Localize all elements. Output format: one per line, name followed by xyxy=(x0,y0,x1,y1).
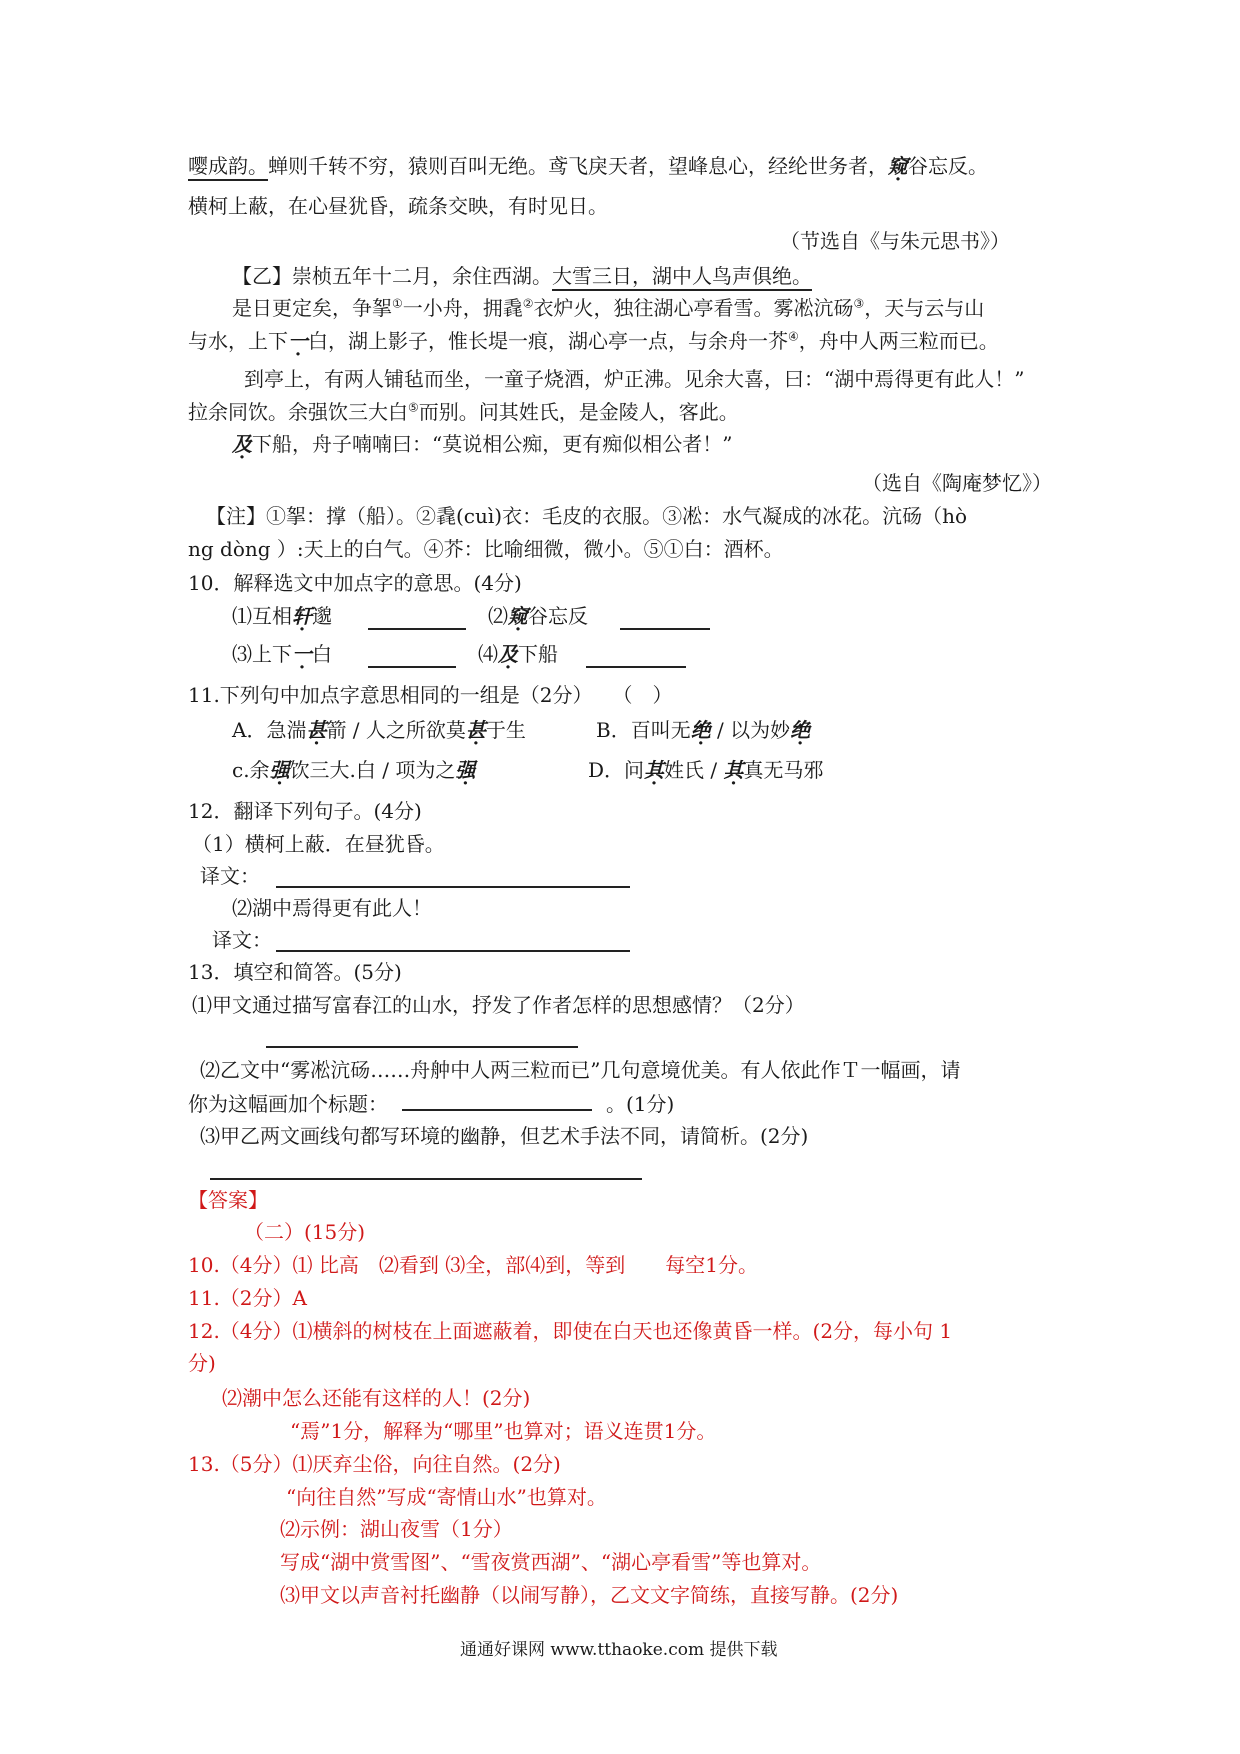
q10-item-1: ⑴互相轩邈 xyxy=(232,604,332,628)
answer-12-line-2: 分) xyxy=(188,1351,216,1375)
passage-b-para-1: 是日更定矣，争挐①一小舟，拥毳②衣炉火，独往湖心亭看雪。雾凇沆砀③，天与云与山 xyxy=(232,296,985,320)
q11-stem: 11.下列句中加点字意思相同的一组是（2分） （ ） xyxy=(188,683,673,707)
q12-sentence-1: （1）横柯上蔽．在昼犹昏。 xyxy=(192,832,445,856)
passage-a-source: （节选自《与朱元思书》） xyxy=(780,229,1010,253)
dotted-char: 一 xyxy=(288,329,308,353)
q13-sub-3: ⑶甲乙两文画线句都写环境的幽静，但艺术手法不同，请简析。(2分) xyxy=(200,1124,809,1148)
passage-b-para-2-cont: 拉余同饮。余强饮三大白⑤而别。问其姓氏，是金陵人，客此。 xyxy=(188,400,739,424)
answer-13-line-5: ⑶甲文以声音衬托幽静（以闹写静），乙文文字简练，直接写静。(2分) xyxy=(280,1583,899,1607)
answer-13-line-4: 写成“湖中赏雪图”、“雪夜赏西湖”、“湖心亭看雪”等也算对。 xyxy=(280,1550,822,1574)
dotted-char: 及 xyxy=(232,432,252,456)
q12-sentence-2: ⑵湖中焉得更有此人！ xyxy=(232,896,432,920)
passage-a-line-2: 横柯上蔽，在心昼犹昏，疏条交映，有时见日。 xyxy=(188,194,608,218)
dotted-char: 甚 xyxy=(465,718,486,742)
dotted-char: 其 xyxy=(644,758,665,782)
underlined-sentence-a: 嘤成韵。 xyxy=(188,154,268,181)
answer-section: （二）(15分) xyxy=(244,1220,366,1244)
q13-sub-2: ⑵乙文中“雾凇沆砀……舟舯中人两三粒而已”几句意境优美。有人依此作Ｔ一幅画，请 xyxy=(200,1058,961,1082)
q10-answer-blank-2[interactable] xyxy=(620,608,710,630)
q12-label-1: 译文： xyxy=(200,864,260,888)
q10-answer-blank-1[interactable] xyxy=(368,608,466,630)
passage-b-source: （选自《陶庵梦忆》） xyxy=(862,471,1052,495)
q10-answer-blank-3[interactable] xyxy=(368,646,456,668)
dotted-char: 强 xyxy=(455,758,476,782)
answer-12-line-3: ⑵潮中怎么还能有这样的人！(2分) xyxy=(222,1386,531,1410)
dotted-char: 绝 xyxy=(690,718,711,742)
q13-sub-1: ⑴甲文通过描写富春江的山水，抒发了作者怎样的思想感情？（2分） xyxy=(192,993,805,1017)
answer-13-line-1: 13.（5分）⑴厌弃尘俗，向往自然。(2分) xyxy=(188,1452,561,1476)
q12-answer-blank-1[interactable] xyxy=(276,866,630,888)
q10-item-3: ⑶上下一白 xyxy=(232,642,332,666)
q13-answer-blank-2[interactable] xyxy=(402,1089,592,1111)
dotted-char: 甚 xyxy=(306,718,327,742)
passage-b-para-3: 及下船，舟子喃喃曰：“莫说相公痴，更有痴似相公者！” xyxy=(232,432,733,456)
q12-answer-blank-2[interactable] xyxy=(276,930,630,952)
passage-b-para-1-cont: 与水，上下一白，湖上影子，惟长堤一痕，湖心亭一点，与余舟一芥④，舟中人两三粒而已。 xyxy=(188,329,999,353)
q12-stem: 12．翻译下列句子。(4分) xyxy=(188,799,422,823)
dotted-char: 及 xyxy=(498,642,518,666)
q11-option-c[interactable]: c.余强饮三大.白 / 项为之强 xyxy=(232,758,476,782)
q11-option-b[interactable]: B．百叫无绝 / 以为妙绝 xyxy=(596,718,811,742)
q13-answer-blank-1[interactable] xyxy=(266,1026,578,1048)
q11-option-a[interactable]: A．急湍甚箭 / 人之所欲莫甚于生 xyxy=(232,718,526,742)
dotted-char: 一 xyxy=(292,642,312,666)
passage-b-para-2: 到亭上，有两人铺毡而坐，一童子烧酒，炉正沸。见余大喜，曰：“湖中焉得更有此人！” xyxy=(244,367,1025,391)
dotted-char: 窥 xyxy=(508,604,528,628)
answer-11: 11.（2分）A xyxy=(188,1286,307,1310)
answer-10: 10.（4分）⑴ 比高 ⑵看到 ⑶全，部⑷到，等到 每空1分。 xyxy=(188,1253,758,1277)
answer-title: 【答案】 xyxy=(188,1188,268,1212)
q10-item-4: ⑷及下船 xyxy=(478,642,558,666)
answer-12-line-4: “焉”1分，解释为“哪里”也算对；语义连贯1分。 xyxy=(290,1419,717,1443)
q10-item-2: ⑵窥谷忘反 xyxy=(488,604,588,628)
answer-13-line-2: “向往自然”写成“寄情山水”也算对。 xyxy=(286,1485,607,1509)
q13-sub-2-cont: 你为这幅画加个标题： 。(1分) xyxy=(188,1089,674,1118)
q11-option-d[interactable]: D．问其姓氏 / 其真无马邪 xyxy=(588,758,824,782)
dotted-char: 其 xyxy=(723,758,744,782)
dotted-char: 窥 xyxy=(888,154,908,178)
q10-stem: 10．解释选文中加点字的意思。(4分) xyxy=(188,571,522,595)
note-line-2: ng dòng ）:天上的白气。④芥：比喻细微，微小。⑤①白：酒杯。 xyxy=(188,537,784,561)
dotted-char: 绝 xyxy=(790,718,811,742)
passage-a-line-1: 嘤成韵。蝉则千转不穷，猿则百叫无绝。鸢飞戾天者，望峰息心，经纶世务者，窥谷忘反。 xyxy=(188,152,988,180)
q13-answer-blank-3[interactable] xyxy=(210,1158,642,1180)
passage-b-intro: 【乙】崇桢五年十二月，余住西湖。大雪三日，湖中人鸟声俱绝。 xyxy=(232,262,812,290)
q12-label-2: 译文： xyxy=(212,928,272,952)
dotted-char: 强 xyxy=(269,758,290,782)
dotted-char: 轩 xyxy=(292,604,312,628)
answer-12-line-1: 12.（4分）⑴横斜的树枝在上面遮蔽着，即使在白天也还像黄昏一样。(2分，每小句 1 xyxy=(188,1319,953,1343)
q13-stem: 13．填空和简答。(5分) xyxy=(188,960,402,984)
underlined-sentence-b: 大雪三日，湖中人鸟声俱绝。 xyxy=(552,264,812,291)
page-footer: 通通好课网 www.tthaoke.com 提供下载 xyxy=(460,1640,778,1660)
q10-answer-blank-4[interactable] xyxy=(586,646,686,668)
note-line-1: 【注】①挐：撑（船）。②毳(cuì)衣：毛皮的衣服。③凇：水气凝成的冰花。沆砀（hò xyxy=(206,504,968,528)
answer-13-line-3: ⑵示例：湖山夜雪（1分） xyxy=(280,1517,513,1541)
